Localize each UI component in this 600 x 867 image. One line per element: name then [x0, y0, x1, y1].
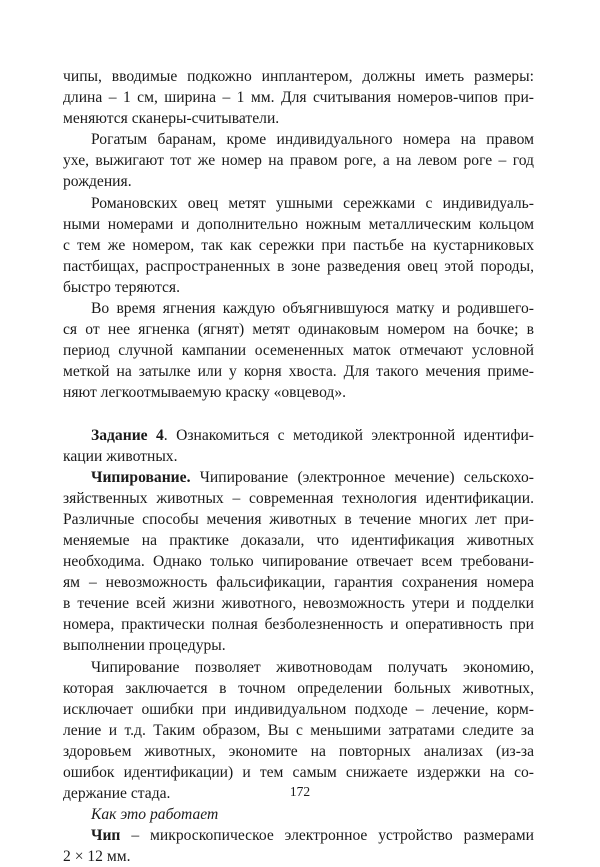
paragraph-economy	[63, 657, 534, 805]
section-spacer	[63, 404, 534, 425]
text-line: в течение всей жизни животного, невозможность утери и подделки	[63, 595, 534, 613]
text-line	[63, 804, 534, 825]
page-body	[63, 66, 534, 867]
text-line: выполнении процедуры.	[63, 637, 226, 655]
text-line	[63, 467, 534, 488]
task-text: . Ознакомиться с методикой электронной идентифи-	[163, 426, 534, 444]
text-line: 2 × 12 мм.	[63, 848, 131, 866]
paragraph-horned-rams	[63, 129, 534, 192]
text-line: длина – 1 см, ширина – 1 мм. Для считывания номеров-чипов при-	[63, 89, 534, 107]
text-line: меткой на затылке или у корня хвоста. Для такого мечения приме-	[63, 363, 534, 381]
text-line: здоровьем животных, экономите на повторных анализах (из-за	[63, 742, 534, 760]
text-line: быстро теряются.	[63, 278, 180, 296]
text-line: ся от нее ягненка (ягнят) метят одинаковым номером на бочке; в	[63, 321, 534, 339]
text-line	[63, 825, 534, 846]
text-line: необходима. Однако только чипирование отвечает всем требовани-	[63, 553, 534, 571]
paragraph-chipping	[63, 467, 534, 657]
text-line: чипы, вводимые подкожно инплантером, должны иметь размеры:	[63, 68, 534, 85]
paragraph-romanov-sheep	[63, 193, 534, 298]
task-label: Задание 4	[91, 426, 164, 444]
chipping-term: Чипирование.	[91, 468, 191, 486]
text-line: исключает ошибки при индивидуальном подходе – лечение, корм-	[63, 700, 534, 718]
paragraph-chip-definition	[63, 825, 534, 867]
text-line: номера, практически полная безболезненность и оперативность при	[63, 616, 534, 634]
page-number: 172	[289, 784, 311, 799]
text-line: Романовских овец метят ушными сережками с индивидуаль-	[91, 194, 534, 212]
chip-text: – микроскопическое электронное устройство размерами	[120, 827, 534, 845]
heading-how-it-works	[63, 804, 534, 825]
section-subheading: Как это работает	[91, 806, 219, 824]
text-line	[63, 425, 534, 446]
text-line: ухе, выжигают тот же номер на правом роге, а на левом роге – год	[63, 152, 534, 170]
paragraph-lambing	[63, 298, 534, 403]
text-line: пастбищах, распространенных в зоне разведения овец этой породы,	[63, 257, 534, 275]
text-line: Во время ягнения каждую объягнившуюся матку и родившего-	[91, 300, 534, 318]
chip-term: Чип	[91, 827, 121, 845]
text-line: кации животных.	[63, 447, 178, 465]
text-line: ными номерами и дополнительно ножным металлическим кольцом	[63, 215, 534, 233]
paragraph-chip-dimensions	[63, 66, 534, 129]
text-line: держание стада.	[63, 785, 171, 803]
text-line: Различные способы мечения животных в течение многих лет при-	[63, 510, 534, 528]
text-line: Чипирование позволяет животноводам получать экономию,	[91, 658, 534, 676]
text-line: с тем же номером, так как сережки при пастьбе на кустарниковых	[63, 236, 534, 254]
text-line: ление и т.д. Таким образом, Вы с меньшими затратами следите за	[63, 721, 534, 739]
text-line: меняемые на практике доказали, что идентификация животных	[63, 531, 534, 549]
text-line: ошибок идентификации) и тем самым снижаете издержки на со-	[63, 764, 534, 781]
text-line: которая заключается в точном определении больных животных,	[63, 679, 534, 697]
chipping-text: Чипирование (электронное мечение) сельскохо-	[190, 468, 534, 486]
text-line: рождения.	[63, 173, 132, 191]
text-line: ям – невозможность фальсификации, гарантия сохранения номера	[63, 574, 534, 592]
text-line: Рогатым баранам, кроме индивидуального номера на правом	[91, 131, 534, 149]
text-line: период случной кампании осемененных маток отмечают условной	[63, 342, 534, 360]
text-line: зяйственных животных – современная технология идентификации.	[63, 489, 534, 507]
text-line: меняются сканеры-считыватели.	[63, 110, 280, 128]
paragraph-task-4	[63, 425, 534, 467]
text-line: няют легкоотмываемую краску «овцевод».	[63, 384, 347, 402]
